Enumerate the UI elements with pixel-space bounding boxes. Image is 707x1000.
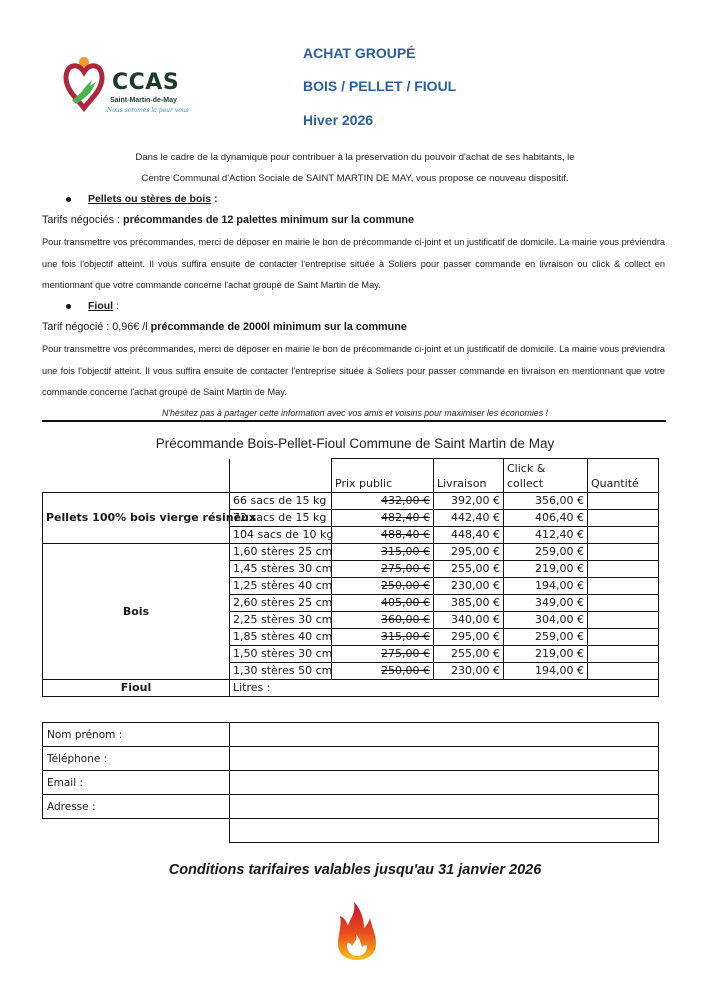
title-products: BOIS / PELLET / FIOUL — [303, 78, 457, 94]
flame-icon — [336, 900, 378, 962]
click-collect-cell: 356,00 € — [504, 493, 588, 510]
livraison-cell: 230,00 € — [434, 578, 504, 595]
paragraph-fioul: Pour transmettre vos précommandes, merci de déposer en mairie le bon de précommande ci-joint et un justificatif de domicile. La mairie vous préviendra une fois l'objectif atteint. Il vous suffira ensuite de contacter l'entreprise située à Soliers pour passer commande en livraison en mentionnant que votre commande concerne l'achat groupé de Saint Martin de May. — [42, 344, 665, 398]
quantite-input[interactable] — [588, 510, 659, 527]
bullet-icon — [66, 197, 71, 202]
header-blank — [230, 459, 332, 493]
quantite-input[interactable] — [588, 578, 659, 595]
form-row — [43, 723, 659, 747]
product-cell: 1,30 stères 50 cm — [230, 663, 332, 680]
quantite-input[interactable] — [588, 527, 659, 544]
bullet-fioul — [66, 300, 119, 312]
intro-line-1: Dans le cadre de la dynamique pour contribuer à la préservation du pouvoir d'achat de ses habitants, le — [135, 152, 575, 163]
form-row — [43, 795, 659, 819]
click-collect-cell: 194,00 € — [504, 578, 588, 595]
product-cell: 1,85 stères 40 cm — [230, 629, 332, 646]
click-collect-cell: 219,00 € — [504, 646, 588, 663]
bullet-pellets — [66, 193, 218, 205]
form-label-adresse: Adresse : — [43, 795, 230, 819]
paragraph-pellets: Pour transmettre vos précommandes, merci de déposer en mairie le bon de précommande ci-joint et un justificatif de domicile. La mairie vous préviendra une fois l'objectif atteint. Il vous suffira ensuite de contacter l'entreprise située à Soliers pour passer commande en livraison ou click & collect en mentionnant que votre commande concerne l'achat groupé de Saint Martin de May. — [42, 237, 665, 291]
form-row — [43, 747, 659, 771]
header-click-collect: Click & collect — [504, 459, 588, 493]
table-title: Précommande Bois-Pellet-Fioul Commune de Saint Martin de May — [155, 436, 555, 451]
product-cell: 1,60 stères 25 cm — [230, 544, 332, 561]
quantite-input[interactable] — [588, 561, 659, 578]
livraison-cell: 295,00 € — [434, 629, 504, 646]
product-cell: 1,50 stères 30 cm — [230, 646, 332, 663]
click-collect-cell: 259,00 € — [504, 629, 588, 646]
price-table — [42, 458, 659, 697]
livraison-cell: 442,40 € — [434, 510, 504, 527]
contact-form — [42, 722, 659, 843]
bullet-fioul-label: Fioul — [88, 300, 114, 312]
ccas-logo — [62, 50, 200, 130]
prix-public-cell: 250,00 € — [332, 663, 434, 680]
quantite-input[interactable] — [588, 629, 659, 646]
logo-brand: CCAS — [112, 70, 180, 95]
category-fioul: Fioul — [43, 680, 230, 697]
bullet-pellets-suffix: : — [211, 193, 218, 205]
header-quantite: Quantité — [588, 459, 659, 493]
tarif-fioul-bold: précommande de 2000l minimum sur la commune — [150, 321, 407, 333]
click-collect-cell: 259,00 € — [504, 544, 588, 561]
quantite-input[interactable] — [588, 612, 659, 629]
bullet-icon — [66, 304, 71, 309]
click-collect-cell: 194,00 € — [504, 663, 588, 680]
table-row — [43, 544, 659, 561]
livraison-cell: 255,00 € — [434, 561, 504, 578]
form-label-nom: Nom prénom : — [43, 723, 230, 747]
header-blank — [43, 459, 230, 493]
prix-public-cell: 482,40 € — [332, 510, 434, 527]
title-season: Hiver 2026 — [303, 112, 374, 128]
form-label-email: Email : — [43, 771, 230, 795]
livraison-cell: 255,00 € — [434, 646, 504, 663]
livraison-cell: 448,40 € — [434, 527, 504, 544]
prix-public-cell: 488,40 € — [332, 527, 434, 544]
prix-public-cell: 315,00 € — [332, 629, 434, 646]
telephone-field[interactable] — [230, 747, 659, 771]
adresse-field-line-2[interactable] — [230, 819, 659, 843]
prix-public-cell: 275,00 € — [332, 646, 434, 663]
intro-line-2: Centre Communal d'Action Sociale de SAINT MARTIN DE MAY, vous propose ce nouveau dispositif. — [141, 173, 569, 184]
product-cell: 2,60 stères 25 cm — [230, 595, 332, 612]
quantite-input[interactable] — [588, 493, 659, 510]
form-label-telephone: Téléphone : — [43, 747, 230, 771]
product-cell: 2,25 stères 30 cm — [230, 612, 332, 629]
tarif-pellets-bold: précommandes de 12 palettes minimum sur la commune — [123, 214, 415, 226]
bullet-fioul-suffix: : — [113, 300, 119, 312]
title-achat-groupe: ACHAT GROUPÉ — [303, 45, 416, 61]
heart-hand-icon — [62, 50, 112, 130]
form-row — [43, 771, 659, 795]
click-collect-cell: 412,40 € — [504, 527, 588, 544]
prix-public-cell: 250,00 € — [332, 578, 434, 595]
divider — [42, 420, 666, 422]
form-row — [43, 819, 659, 843]
conditions-note: Conditions tarifaires valables jusqu'au 31 janvier 2026 — [168, 862, 542, 878]
fioul-litres-input[interactable]: Litres : — [230, 680, 659, 697]
click-collect-cell: 406,40 € — [504, 510, 588, 527]
prix-public-cell: 432,00 € — [332, 493, 434, 510]
livraison-cell: 295,00 € — [434, 544, 504, 561]
table-row — [43, 493, 659, 510]
prix-public-cell: 315,00 € — [332, 544, 434, 561]
adresse-field[interactable] — [230, 795, 659, 819]
livraison-cell: 230,00 € — [434, 663, 504, 680]
category-pellets: Pellets 100% bois vierge résineux — [43, 493, 230, 544]
product-cell: 72 sacs de 15 kg — [230, 510, 332, 527]
livraison-cell: 392,00 € — [434, 493, 504, 510]
table-header-row — [43, 459, 659, 493]
email-field[interactable] — [230, 771, 659, 795]
quantite-input[interactable] — [588, 663, 659, 680]
logo-town: Saint-Martin-de-May — [110, 97, 177, 104]
product-cell: 66 sacs de 15 kg — [230, 493, 332, 510]
livraison-cell: 340,00 € — [434, 612, 504, 629]
table-row-fioul — [43, 680, 659, 697]
prix-public-cell: 405,00 € — [332, 595, 434, 612]
tarif-pellets-prefix: Tarifs négociés : — [42, 214, 124, 226]
header-livraison: Livraison — [434, 459, 504, 493]
prix-public-cell: 360,00 € — [332, 612, 434, 629]
click-collect-cell: 219,00 € — [504, 561, 588, 578]
product-cell: 104 sacs de 10 kg — [230, 527, 332, 544]
livraison-cell: 385,00 € — [434, 595, 504, 612]
header-prix-public: Prix public — [332, 459, 434, 493]
form-blank — [43, 819, 230, 843]
tarif-fioul — [42, 321, 407, 333]
product-cell: 1,25 stères 40 cm — [230, 578, 332, 595]
quantite-input[interactable] — [588, 544, 659, 561]
prix-public-cell: 275,00 € — [332, 561, 434, 578]
bullet-pellets-label: Pellets ou stères de bois — [88, 193, 212, 205]
click-collect-cell: 304,00 € — [504, 612, 588, 629]
share-note: N'hésitez pas à partager cette information avec vos amis et voisins pour maximiser les économies ! — [162, 408, 548, 418]
nom-prenom-field[interactable] — [230, 723, 659, 747]
category-bois: Bois — [43, 544, 230, 680]
quantite-input[interactable] — [588, 646, 659, 663]
logo-tagline: Nous sommes là pour vous — [107, 107, 189, 114]
tarif-pellets — [42, 214, 414, 226]
quantite-input[interactable] — [588, 595, 659, 612]
tarif-fioul-prefix: Tarif négocié : 0,96€ /l — [42, 321, 151, 333]
product-cell: 1,45 stères 30 cm — [230, 561, 332, 578]
click-collect-cell: 349,00 € — [504, 595, 588, 612]
